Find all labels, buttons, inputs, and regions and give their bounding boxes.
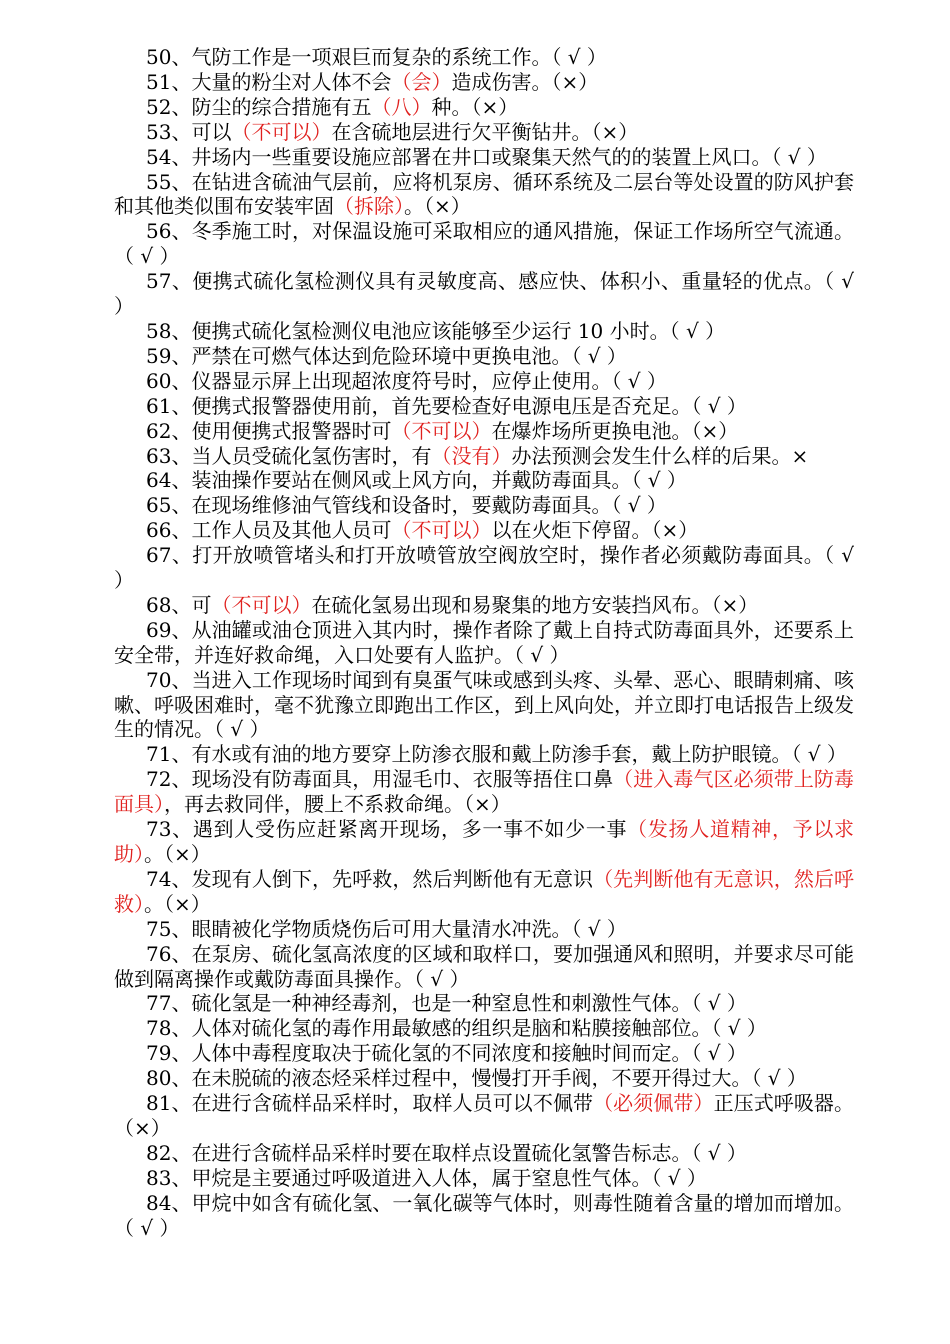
question-text: 84、甲烷中如含有硫化氢、一氧化碳等气体时，则毒性随着含量的增加而增加。（ √ ） [114,1190,854,1240]
correction-text: （不可以） [391,518,492,543]
question-text: 50、气防工作是一项艰巨而复杂的系统工作。（ √ ） [146,45,607,69]
correction-text: （不可以） [211,592,312,617]
question-text: 51、大量的粉尘对人体不会 [146,69,392,94]
correction-text: （拆除） [334,194,404,219]
question-text: 52、防尘的综合措施有五 [146,94,372,119]
correction-text: （先判断他有无意识，然后呼救） [114,866,855,916]
question-text: 82、在进行含硫样品采样时要在取样点设置硫化氢警告标志。（ √ ） [146,1140,747,1165]
question-item [114,1166,854,1191]
question-text: 83、甲烷是主要通过呼吸道进入人体，属于窒息性气体。（ √ ） [146,1165,707,1190]
question-text: 58、便携式硫化氢检测仪电池应该能够至少运行 10 小时。（ √ ） [146,318,726,343]
question-text: 73、遇到人受伤应赶紧离开现场，多一事不如少一事 [146,817,628,842]
question-item [114,618,854,668]
question-item [114,493,854,518]
question-item [114,269,854,319]
question-text: 以在火炬下停留。（×） [491,518,699,543]
question-text: 71、有水或有油的地方要穿上防渗衣服和戴上防渗手套，戴上防护眼镜。（ √ ） [146,742,847,767]
question-text: 81、在进行含硫样品采样时，取样人员可以不佩带 [146,1091,594,1116]
correction-text: （不可以） [391,418,492,443]
correction-text: （发扬人道精神，予以求助） [114,817,855,866]
question-item [114,444,854,469]
question-item [114,344,854,369]
question-item [114,1141,854,1166]
question-item [114,1041,854,1066]
question-text: 办法预测会发生什么样的后果。× [511,443,809,468]
question-item [114,95,854,120]
question-text: 68、可 [146,592,212,617]
question-text: 63、当人员受硫化氢伤害时，有 [146,443,432,468]
question-text: 造成伤害。（×） [451,69,599,94]
question-text: 。（×） [144,842,211,866]
question-text: 在硫化氢易出现和易聚集的地方安装挡风布。（×） [311,592,759,617]
question-text: 78、人体对硫化氢的毒作用最敏感的组织是脑和粘膜接触部位。（ √ ） [146,1016,767,1041]
question-text: 种。（×） [431,94,519,119]
correction-text: （没有） [431,443,512,468]
question-item [114,468,854,493]
question-text: 72、现场没有防毒面具，用湿毛巾、衣服等捂住口鼻 [146,767,614,792]
question-text: 59、严禁在可燃气体达到危险环境中更换电池。（ √ ） [146,343,627,368]
question-text: 67、打开放喷管堵头和打开放喷管放空阀放空时，操作者必须戴防毒面具。（ √ ） [114,543,854,593]
question-text: 正压式呼吸器。（×） [114,1091,855,1140]
question-item [114,369,854,394]
question-text: 54、井场内一些重要设施应部署在井口或聚集天然气的的装置上风口。（ √ ） [146,144,827,169]
question-text: 62、使用便携式报警器时可 [146,418,392,443]
question-text: 61、便携式报警器使用前，首先要检查好电源电压是否充足。（ √ ） [146,393,747,418]
question-item [114,1191,854,1241]
question-text: 76、在泵房、硫化氢高浓度的区域和取样口，要加强通风和照明，并要求尽可能做到隔离操作或戴防毒面具操作。（ √ ） [114,941,854,991]
question-text: 在爆炸场所更换电池。（×） [491,418,739,443]
question-text: 。（×） [404,194,471,219]
question-item [114,593,854,618]
question-item [114,219,854,269]
question-text: 70、当进入工作现场时闻到有臭蛋气味或感到头疼、头晕、恶心、眼睛刺痛、咳嗽、呼吸困难时，毫不犹豫立即跑出工作区，到上风向处，并立即打电话报告上级发生的情况。（ √ ） [114,667,854,742]
question-text: 60、仪器显示屏上出现超浓度符号时，应停止使用。（ √ ） [146,368,667,393]
question-item [114,319,854,344]
question-item [114,867,854,917]
question-text: 80、在未脱硫的液态烃采样过程中，慢慢打开手阀，不要开得过大。（ √ ） [146,1066,807,1091]
question-item [114,145,854,170]
question-text: 74、发现有人倒下，先呼救，然后判断他有无意识 [146,866,594,891]
question-text: 77、硫化氢是一种神经毒剂，也是一种窒息性和刺激性气体。（ √ ） [146,991,747,1016]
question-item [114,543,854,593]
question-item [114,1066,854,1091]
question-item [114,942,854,992]
question-item [114,1091,854,1141]
question-item [114,742,854,767]
question-text: ，再去救同伴，腰上不系救命绳。（×） [164,792,511,817]
question-item [114,917,854,942]
question-item [114,120,854,145]
correction-text: （必须佩带） [593,1091,714,1116]
question-item [114,817,854,867]
question-item [114,767,854,817]
question-item [114,668,854,743]
correction-text: （八） [371,94,432,119]
document-body [114,45,854,1241]
question-text: 75、眼睛被化学物质烧伤后可用大量清水冲洗。（ √ ） [146,916,627,941]
question-item [114,1016,854,1041]
question-item [114,518,854,543]
question-text: 69、从油罐或油仓顶进入其内时，操作者除了戴上自持式防毒面具外，还要系上安全带，并连好救命绳，入口处要有人监护。（ √ ） [114,617,854,667]
question-item [114,45,854,70]
question-text: 65、在现场维修油气管线和设备时，要戴防毒面具。（ √ ） [146,493,667,518]
question-item [114,419,854,444]
question-text: 57、便携式硫化氢检测仪具有灵敏度高、感应快、体积小、重量轻的优点。（ √ ） [114,269,854,319]
question-item [114,991,854,1016]
question-item [114,170,854,220]
question-item [114,70,854,95]
question-text: 66、工作人员及其他人员可 [146,518,392,543]
question-text: 56、冬季施工时，对保温设施可采取相应的通风措施，保证工作场所空气流通。（ √ ） [114,219,854,269]
question-text: 55、在钻进含硫油气层前，应将机泵房、循环系统及二层台等处设置的防风护套和其他类似围布安装牢固 [114,169,854,219]
question-item [114,394,854,419]
question-text: 79、人体中毒程度取决于硫化氢的不同浓度和接触时间而定。（ √ ） [146,1041,747,1066]
question-text: 在含硫地层进行欠平衡钻井。（×） [331,119,639,144]
correction-text: （进入毒气区必须带上防毒面具） [114,767,854,817]
question-text: 。（×） [144,891,211,916]
question-text: 53、可以 [146,119,232,144]
correction-text: （不可以） [231,119,332,144]
question-text: 64、装油操作要站在侧风或上风方向，并戴防毒面具。（ √ ） [146,468,687,493]
correction-text: （会） [391,69,452,94]
